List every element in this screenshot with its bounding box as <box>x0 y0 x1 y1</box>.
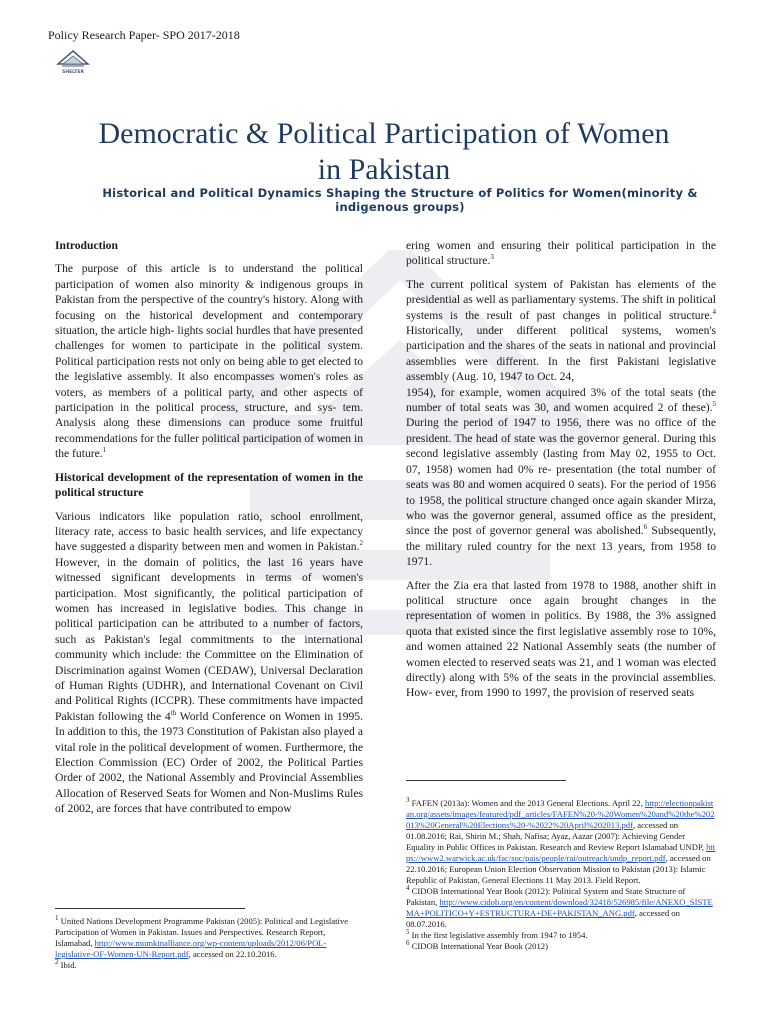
footnote-3-link-2[interactable]: https://www2.warwick.ac.uk/fac/soc/pais/people/rai/outreach/undp_report.pdf <box>406 842 716 863</box>
footnotes-right <box>406 798 716 952</box>
footnote-6: $^6$ CIDOB International Year Book (2012) <box>406 939 548 951</box>
footnote-5: $^5$ In the first legislative assembly from 1947 to 1954. <box>406 928 588 940</box>
logo-text: SHELTER <box>62 70 84 75</box>
footnote-2: $^2$ Ibid. <box>55 958 77 970</box>
section-heading-historical: Historical development of the representation of women in the political structure <box>55 470 363 500</box>
section-heading-introduction: Introduction <box>55 239 118 252</box>
right-paragraph-3: After the Zia era that lasted from 1978 to 1988, another shift in political structure once again brought changes in the representation of women in politics. By 1988, the 3% assigned quota that existed since the first legislative assembly rose to 10%, and women attained 22 National Assembly seats (the number of women elected to reserved seats was 21, and 1 woman was elected directly) along with 5% of the seats in the provincial assemblies. How- ever, from 1990 to 1997, the provision of reserved seats <box>406 578 716 700</box>
footnote-1: $^1$ United Nations Development Programme Pakistan (2005): Political and Legislative Participation of Women in Pakistan. Issues and Perspectives. Research Report, Islamabad, http://www.mumkinalliance.org/wp-content/uploads/2012/06/POL-legislative-OF-Women-UN-Report.pdf, accessed on 22.10.2016. <box>55 914 349 959</box>
footnote-separator-right <box>406 780 566 781</box>
paper-subtitle: Historical and Political Dynamics Shaping the Structure of Politics for Women(minority & indigenous groups) <box>102 186 698 214</box>
paper-title <box>0 116 768 188</box>
footnote-1-link[interactable]: http://www.mumkinalliance.org/wp-content/uploads/2012/06/POL-legislative-OF-Women-UN-Report.pdf <box>55 938 327 959</box>
title-line-2: in Pakistan <box>317 153 451 186</box>
right-column <box>406 238 716 701</box>
running-header: Policy Research Paper- SPO 2017-2018 <box>48 28 240 42</box>
footnote-4: $^4$ CIDOB International Year Book (2012): Political System and State Structure of Pakistan, http://www.cidob.org/en/content/download/32418/526985/file/ANEXO_SISTEMA+POLITICO+Y+ESTRUCTURA+DE+PAKISTAN_ANG.pdf, accessed on 08.07.2016. <box>406 884 713 929</box>
footnote-3-link-1[interactable]: http://electionpakistan.org/assets/images/featured/pdf_articles/FAFEN%20-%20Women%20and%20the%202013%20General%20Elections%20-%2022%20April%202013.pdf <box>406 798 715 830</box>
footnote-3: $^3$ FAFEN (2013a): Women and the 2013 General Elections. April 22, http://electionpakistan.org/assets/images/featured/pdf_articles/FAFEN%20-%20Women%20and%20the%202013%20General%20Elections%20-%2022%20April%202013.pdf, accessed on 01.08.2016; Rai, Shirin M.; Shah, Nafisa; Ayaz, Aazar (2007): Achieving Gender Equality in Public Offices in Pakistan. Research and Review Report Islamabad UNDP, https://www2.warwick.ac.uk/fac/soc/pais/people/rai/outreach/undp_report.pdf, accessed on 22.10.2016; European Union Election Observation Mission to Pakistan (2013): Islamic Republic of Pakistan, General Elections 11 May 2013. Field Report. <box>406 796 716 885</box>
right-paragraph-1: ering women and ensuring their political participation in the political structure.$^3$ <box>406 239 716 268</box>
footnote-4-link[interactable]: http://www.cidob.org/en/content/download/32418/526985/file/ANEXO_SISTEMA+POLITICO+Y+ESTRUCTURA+DE+PAKISTAN_ANG.pdf <box>406 897 713 918</box>
footnote-separator-left <box>55 908 245 909</box>
right-paragraph-2: The current political system of Pakistan has elements of the presidential as well as parliamentary systems. The shift in political systems is the result of past changes in political structure.$^4$ Historically, under different political systems, women's participation and the shares of the seats in national and provincial assemblies were different. In the first Pakistani legislative assembly (Aug. 10, 1947 to Oct. 24, 1954), for example, women acquired 3% of the total seats (the number of total seats was 30, and women acquired 2 of these).$^5$ During the period of 1947 to 1956, there was no office of the president. The head of state was the governor general. During this second legislative assembly (lasting from May 02, 1955 to Oct. 07, 1958) women had 0% re- presentation (the total number of seats was 80 and women acquired 0 seats). For the period of 1956 to 1958, the political structure changed once again skander Mirza, who was the governor general, assumed office as the president, since the post of governor general was abolished.$^6$ Subsequently, the military ruled country for the next 13 years, from 1958 to 1971. <box>406 277 716 569</box>
historical-paragraph: Various indicators like population ratio, school enrollment, literacy rate, access to basic health services, and life expectancy have suggested a disparity between men and women in Pakistan.$^2$ However, in the domain of politics, the last 16 years have witnessed significant developments in terms of women's participation. Most significantly, the political participation of women has increased in legislative bodies. This change in political participation can be attributed to a number of factors, such as Pakistan's legal commitments to the international community which include: the Committee on the Elimination of Discrimination against Women (CEDAW), Universal Declaration of Human Rights (UDHR), and International Covenant on Civil and Political Rights (ICCPR). These commitments have impacted Pakistan following the 4th World Conference on Women in 1995. In addition to this, the 1973 Constitution of Pakistan also played a vital role in the political development of women. Furthermore, the Election Commission (EC) Order of 2002, the Political Parties Order of 2002, the National Assembly and Provincial Assemblies Allocation of Reserved Seats for Women and Non-Muslims Rules of 2002, are forces that have contributed to empow <box>55 509 364 816</box>
title-line-1: Democratic & Political Participation of Women <box>98 117 670 150</box>
left-column <box>55 238 363 825</box>
shelter-logo <box>52 50 94 76</box>
intro-paragraph: The purpose of this article is to understand the political participation of women also minority & indigenous groups in Pakistan from the perspective of the country's history. Along with focusing on the historical development and contemporary situation, the article high- lights social hurdles that have presented challenges for women to participate in the political system. Political participation rests not only on being able to get elected to the legislative assembly. It also encompasses women's roles as voters, as members of a political party, and other aspects of participation in the political process, structure, and sys- tem. Analysis along these dimensions can produce some fruitful recommendations for the fuller political participation of women in the future.$^1$ <box>55 262 363 461</box>
footnotes-left <box>55 916 363 971</box>
